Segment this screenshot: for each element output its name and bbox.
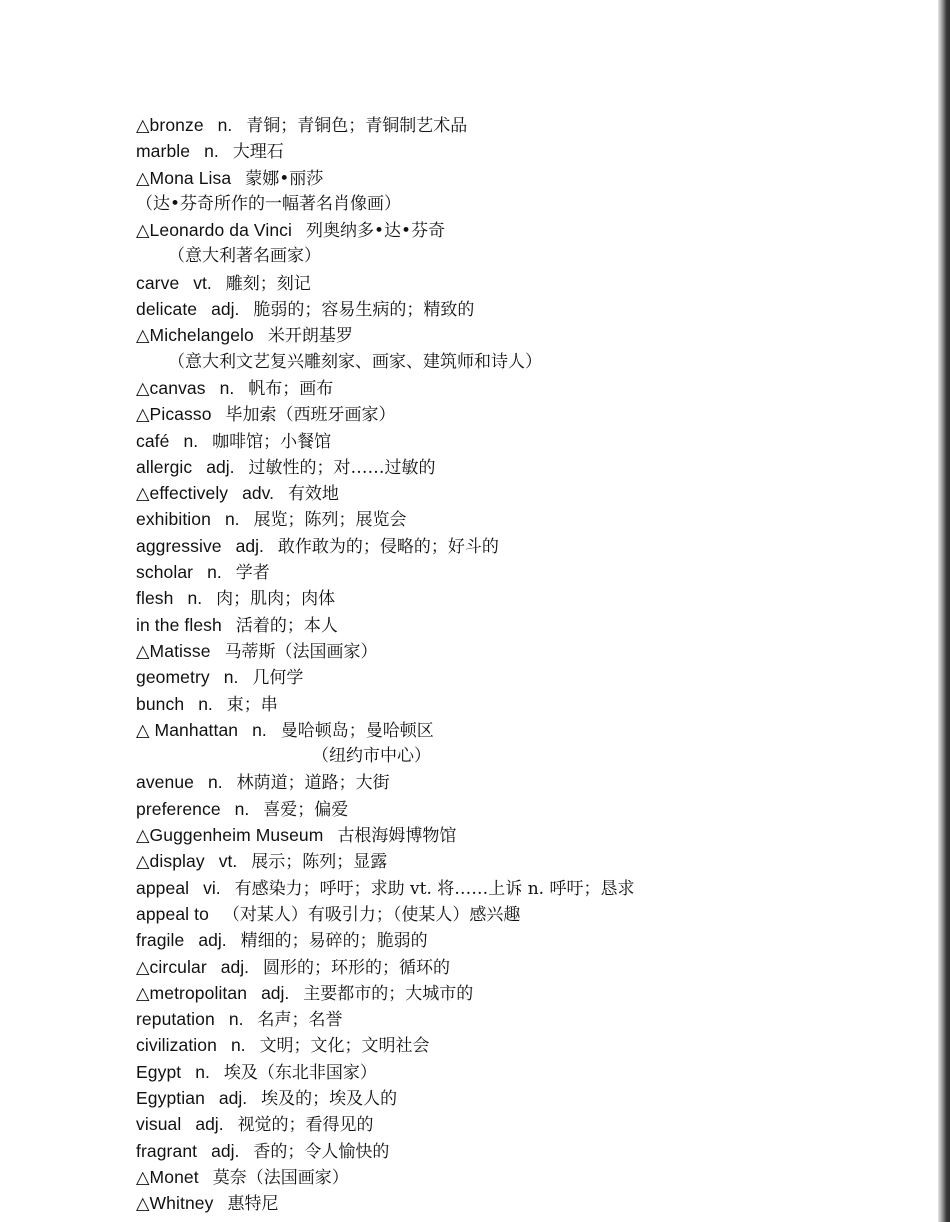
entry-part-of-speech: adj. bbox=[218, 1087, 248, 1108]
vocab-entry bbox=[136, 1138, 926, 1164]
entry-word: visual bbox=[136, 1114, 182, 1135]
entry-word: fragrant bbox=[136, 1140, 198, 1161]
vocab-entry bbox=[136, 375, 926, 401]
entry-word: aggressive bbox=[136, 535, 222, 556]
entry-word: reputation bbox=[136, 1009, 215, 1030]
entry-part-of-speech: vi. bbox=[203, 877, 221, 898]
entry-definition: 曼哈顿岛；曼哈顿区 bbox=[280, 720, 434, 741]
entry-definition: 有感染力；呼吁；求助 vt. 将……上诉 n. 呼吁；恳求 bbox=[234, 878, 635, 899]
entry-word: preference bbox=[136, 798, 221, 819]
vocab-entry bbox=[136, 822, 926, 848]
entry-definition: 蒙娜•丽莎 bbox=[245, 168, 324, 189]
entry-definition: 莫奈（法国画家） bbox=[212, 1167, 349, 1188]
entry-part-of-speech: n. bbox=[217, 115, 233, 135]
entry-part-of-speech: n. bbox=[204, 141, 219, 162]
entry-part-of-speech: n. bbox=[228, 1009, 244, 1030]
note-text: （纽约市中心） bbox=[312, 746, 431, 767]
entry-word: marble bbox=[136, 141, 191, 162]
entry-word: △Guggenheim Museum bbox=[136, 825, 324, 846]
vocab-entry bbox=[136, 796, 926, 822]
entry-word: △bronze bbox=[136, 115, 204, 135]
entry-word: △ Manhattan bbox=[136, 719, 239, 740]
entry-word: exhibition bbox=[136, 509, 211, 530]
entry-definition: 视觉的；看得见的 bbox=[237, 1115, 374, 1136]
vocab-note bbox=[136, 349, 926, 375]
entry-definition: 古根海姆博物馆 bbox=[337, 826, 457, 847]
entry-definition: 帆布；画布 bbox=[248, 378, 334, 399]
note-text: （意大利著名画家） bbox=[168, 246, 321, 267]
vocab-entry bbox=[136, 875, 926, 901]
vocab-entry bbox=[136, 691, 926, 717]
entry-part-of-speech: n. bbox=[224, 509, 240, 530]
vocab-entry bbox=[136, 769, 926, 795]
entry-word: △circular bbox=[136, 956, 207, 977]
entry-part-of-speech: n. bbox=[230, 1035, 246, 1056]
vocab-entry bbox=[136, 848, 926, 874]
entry-word: flesh bbox=[136, 588, 174, 609]
entry-word: △effectively bbox=[136, 483, 229, 504]
entry-definition: 大理石 bbox=[232, 142, 284, 163]
entry-word: scholar bbox=[136, 562, 194, 583]
entry-definition: 咖啡馆；小餐馆 bbox=[212, 431, 332, 452]
entry-definition: 几何学 bbox=[252, 668, 304, 689]
entry-definition: 展览；陈列；展览会 bbox=[253, 510, 407, 531]
entry-word: delicate bbox=[136, 299, 198, 320]
vocab-entry bbox=[136, 1085, 926, 1111]
entry-word: △Michelangelo bbox=[136, 325, 254, 346]
entry-word: △Picasso bbox=[136, 404, 212, 425]
vocab-entry bbox=[136, 401, 926, 427]
vocab-entry bbox=[136, 1111, 926, 1137]
entry-word: △canvas bbox=[136, 377, 206, 398]
vocab-entry bbox=[136, 506, 926, 532]
entry-part-of-speech: adj. bbox=[261, 982, 290, 1003]
entry-part-of-speech: n. bbox=[234, 798, 250, 819]
entry-definition: 林荫道；道路；大街 bbox=[236, 773, 390, 794]
entry-word: café bbox=[136, 430, 170, 451]
entry-definition: 埃及的；埃及人的 bbox=[261, 1088, 398, 1109]
entry-definition: 有效地 bbox=[287, 484, 339, 505]
entry-definition: 敢作敢为的；侵略的；好斗的 bbox=[277, 536, 499, 557]
entry-word: appeal bbox=[136, 877, 190, 898]
entry-word: △Mona Lisa bbox=[136, 167, 232, 188]
entry-definition: 主要都市的；大城市的 bbox=[303, 983, 474, 1004]
entry-definition: 青铜；青铜色；青铜制艺术品 bbox=[246, 116, 468, 136]
vocab-entry bbox=[136, 296, 926, 322]
entry-definition: 肉；肌肉；肉体 bbox=[216, 589, 336, 610]
entry-word: appeal to bbox=[136, 903, 209, 924]
entry-definition: 马蒂斯（法国画家） bbox=[224, 641, 378, 662]
entry-definition: 列奥纳多•达•芬奇 bbox=[306, 221, 446, 242]
entry-definition: 脆弱的；容易生病的；精致的 bbox=[253, 300, 475, 321]
entry-definition: 毕加索（西班牙画家） bbox=[225, 405, 396, 426]
entry-part-of-speech: n. bbox=[252, 719, 267, 740]
entry-word: △Leonardo da Vinci bbox=[136, 220, 293, 241]
vocab-entry bbox=[136, 112, 926, 138]
entry-definition: 圆形的；环形的；循环的 bbox=[262, 957, 450, 978]
entry-definition: 名声；名誉 bbox=[257, 1010, 343, 1031]
entry-definition: 活着的；本人 bbox=[235, 615, 338, 636]
vocab-note bbox=[136, 243, 926, 269]
vocab-entry bbox=[136, 1164, 926, 1190]
vocab-entry bbox=[136, 454, 926, 480]
entry-definition: 过敏性的；对……过敏的 bbox=[248, 457, 436, 478]
entry-definition: 惠特尼 bbox=[227, 1194, 279, 1215]
vocab-entry bbox=[136, 1006, 926, 1032]
entry-part-of-speech: n. bbox=[219, 377, 235, 398]
vocab-entry bbox=[136, 480, 926, 506]
vocab-entry bbox=[136, 954, 926, 980]
vocab-entry bbox=[136, 270, 926, 296]
entry-word: △metropolitan bbox=[136, 982, 248, 1003]
vocab-entry bbox=[136, 138, 926, 164]
entry-word: Egyptian bbox=[136, 1087, 205, 1108]
vocab-entry bbox=[136, 901, 926, 927]
vocab-note bbox=[136, 743, 926, 769]
entry-definition: 香的；令人愉快的 bbox=[253, 1141, 390, 1162]
entry-definition: 埃及（东北非国家） bbox=[223, 1062, 377, 1083]
vocab-entry bbox=[136, 612, 926, 638]
note-text: （达•芬奇所作的一幅著名肖像画） bbox=[136, 193, 402, 214]
vocab-entry bbox=[136, 322, 926, 348]
entry-part-of-speech: n. bbox=[195, 1061, 210, 1082]
entry-part-of-speech: adj. bbox=[220, 956, 249, 977]
entry-part-of-speech: n. bbox=[223, 667, 239, 688]
vocab-entry bbox=[136, 717, 926, 743]
entry-definition: 束；串 bbox=[226, 694, 278, 715]
vocabulary-list bbox=[136, 112, 926, 1216]
entry-word: in the flesh bbox=[136, 614, 222, 635]
entry-part-of-speech: n. bbox=[208, 772, 223, 793]
vocab-entry bbox=[136, 585, 926, 611]
entry-word: △Matisse bbox=[136, 640, 211, 661]
entry-part-of-speech: vt. bbox=[193, 272, 212, 293]
vocab-entry bbox=[136, 664, 926, 690]
entry-definition: 喜爱；偏爱 bbox=[263, 799, 349, 820]
page-edge-shadow bbox=[938, 0, 950, 1222]
entry-part-of-speech: n. bbox=[207, 562, 222, 583]
vocab-entry bbox=[136, 1059, 926, 1085]
entry-word: △Monet bbox=[136, 1166, 199, 1187]
entry-word: fragile bbox=[136, 930, 185, 951]
entry-word: allergic bbox=[136, 456, 193, 477]
entry-part-of-speech: adj. bbox=[211, 1140, 240, 1161]
entry-word: Egypt bbox=[136, 1061, 182, 1082]
entry-word: carve bbox=[136, 272, 180, 293]
note-text: （意大利文艺复兴雕刻家、画家、建筑师和诗人） bbox=[168, 351, 542, 372]
entry-part-of-speech: adj. bbox=[206, 456, 235, 477]
entry-word: bunch bbox=[136, 693, 185, 714]
entry-part-of-speech: adj. bbox=[235, 535, 264, 556]
vocab-entry bbox=[136, 1190, 926, 1216]
vocab-entry bbox=[136, 927, 926, 953]
entry-definition: 学者 bbox=[235, 563, 270, 584]
entry-part-of-speech: adj. bbox=[195, 1114, 224, 1135]
vocab-entry bbox=[136, 533, 926, 559]
entry-word: avenue bbox=[136, 772, 195, 793]
entry-word: △Whitney bbox=[136, 1193, 214, 1214]
entry-definition: 精细的；易碎的；脆弱的 bbox=[240, 931, 428, 952]
entry-definition: 米开朗基罗 bbox=[267, 326, 353, 347]
vocab-entry bbox=[136, 165, 926, 191]
entry-part-of-speech: adj. bbox=[211, 299, 240, 320]
vocab-entry bbox=[136, 428, 926, 454]
vocab-entry bbox=[136, 1032, 926, 1058]
entry-definition: （对某人）有吸引力；（使某人）感兴趣 bbox=[222, 904, 521, 925]
vocab-entry bbox=[136, 217, 926, 243]
vocab-entry bbox=[136, 638, 926, 664]
entry-definition: 文明；文化；文明社会 bbox=[259, 1036, 430, 1057]
entry-definition: 雕刻；刻记 bbox=[225, 273, 311, 294]
vocab-note bbox=[136, 191, 926, 217]
entry-word: △display bbox=[136, 851, 205, 872]
entry-part-of-speech: n. bbox=[198, 693, 213, 714]
entry-word: civilization bbox=[136, 1035, 217, 1056]
entry-word: geometry bbox=[136, 667, 210, 688]
vocab-entry bbox=[136, 980, 926, 1006]
entry-definition: 展示；陈列；显露 bbox=[251, 852, 388, 873]
vocab-entry bbox=[136, 559, 926, 585]
entry-part-of-speech: vt. bbox=[218, 851, 238, 872]
entry-part-of-speech: n. bbox=[187, 588, 203, 609]
entry-part-of-speech: adj. bbox=[198, 930, 227, 951]
entry-part-of-speech: n. bbox=[183, 430, 199, 451]
entry-part-of-speech: adv. bbox=[242, 483, 274, 504]
